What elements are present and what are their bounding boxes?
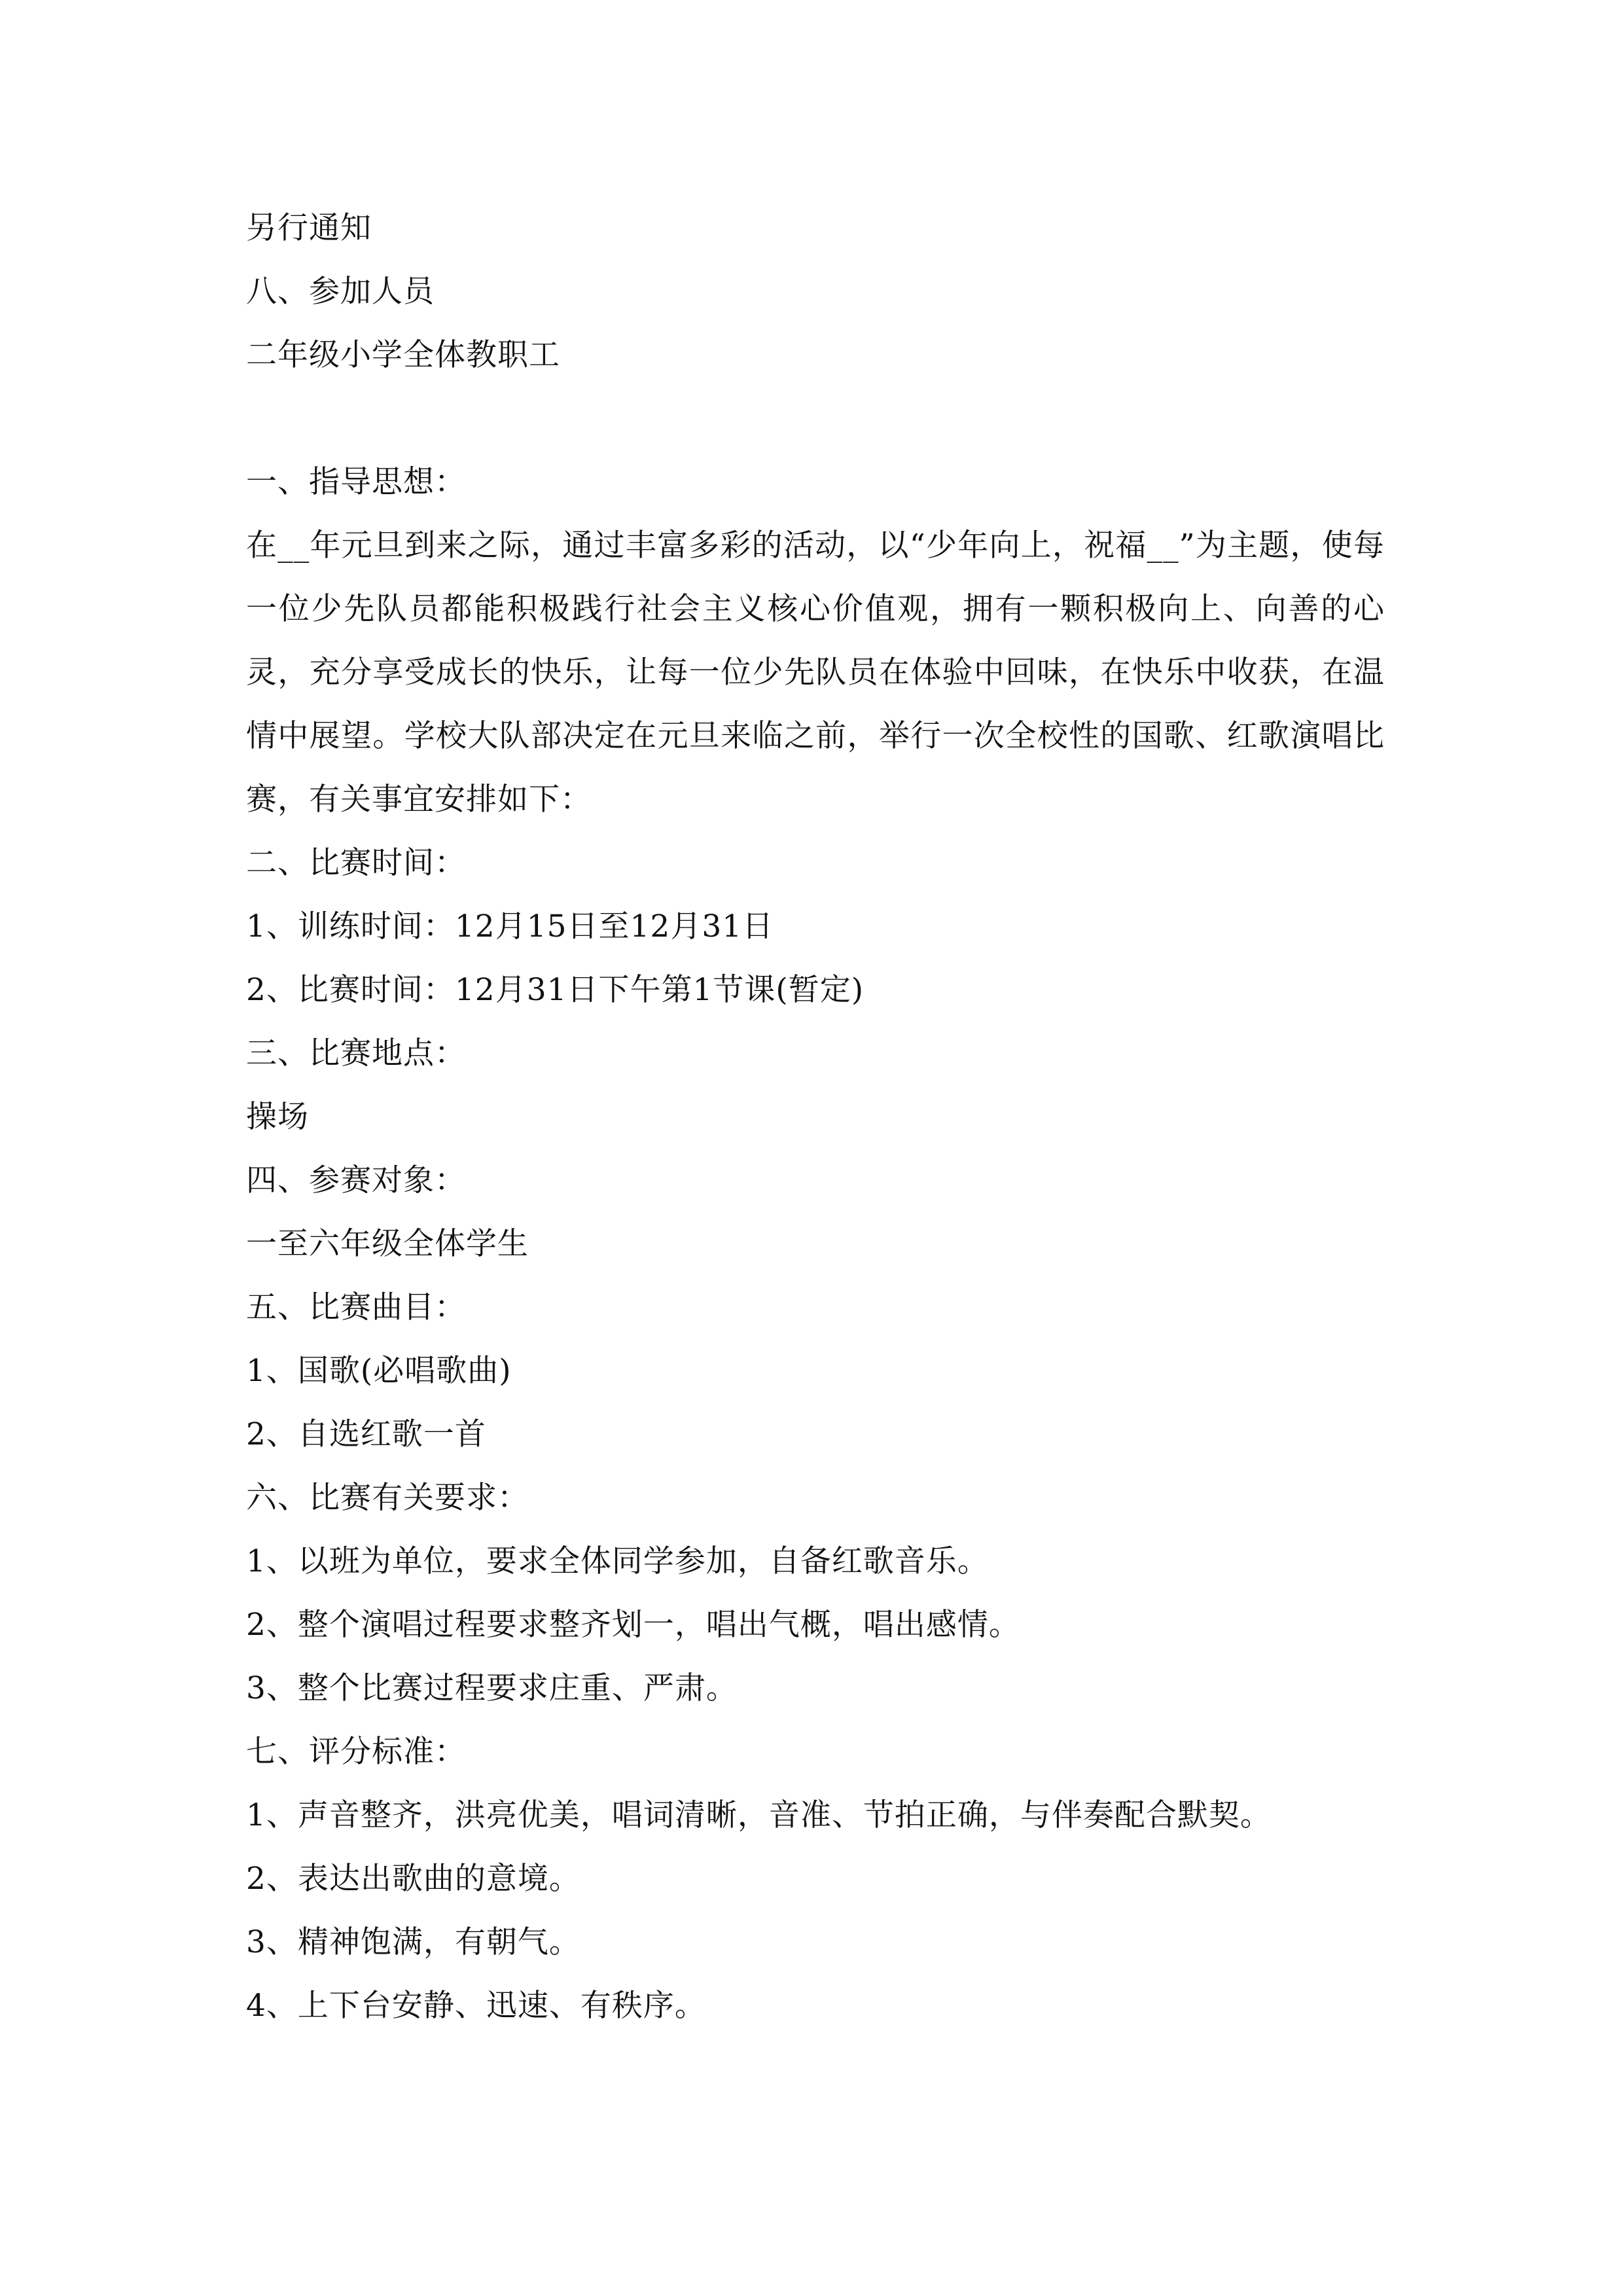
list-item: 1、声音整齐，洪亮优美，唱词清晰，音准、节拍正确，与伴奏配合默契。 — [246, 1797, 1272, 1833]
list-item: 1、训练时间：12月15日至12月31日 — [246, 908, 774, 944]
section-heading: 八、参加人员 — [246, 274, 435, 310]
section-heading: 七、评分标准： — [246, 1734, 466, 1770]
text-line: 另行通知 — [246, 210, 372, 246]
list-item: 2、整个演唱过程要求整齐划一，唱出气概，唱出感情。 — [246, 1607, 1020, 1643]
list-item: 4、上下台安静、迅速、有秩序。 — [246, 1988, 706, 2024]
section-heading: 四、参赛对象： — [246, 1162, 466, 1198]
document-body — [246, 196, 1385, 2037]
list-item: 3、精神饱满，有朝气。 — [246, 1924, 580, 1960]
list-item: 2、表达出歌曲的意境。 — [246, 1861, 580, 1897]
section-heading: 二、比赛时间： — [246, 845, 466, 881]
guiding-paragraph: 在__年元旦到来之际，通过丰富多彩的活动，以“少年向上，祝福__”为主题，使每一位少先队员都能积极践行社会主义核心价值观，拥有一颗积极向上、向善的心灵，充分享受成长的快乐，让每一位少先队员在体验中回味，在快乐中收获，在温情中展望。学校大队部决定在元旦来临之前，举行一次全校性的国歌、红歌演唱比赛，有关事宜安排如下： — [246, 528, 1385, 817]
list-item: 2、比赛时间：12月31日下午第1节课(暂定) — [246, 972, 865, 1008]
list-item: 2、自选红歌一首 — [246, 1416, 486, 1452]
list-item: 3、整个比赛过程要求庄重、严肃。 — [246, 1670, 738, 1706]
text-line: 一至六年级全体学生 — [246, 1226, 529, 1262]
section-heading: 三、比赛地点： — [246, 1035, 466, 1071]
section-heading: 一、指导思想： — [246, 464, 466, 500]
blank-line — [246, 387, 1385, 450]
section-heading: 六、比赛有关要求： — [246, 1480, 529, 1516]
list-item: 1、国歌(必唱歌曲) — [246, 1353, 512, 1389]
list-item: 1、以班为单位，要求全体同学参加，自备红歌音乐。 — [246, 1543, 989, 1579]
text-line: 二年级小学全体教职工 — [246, 337, 560, 373]
section-heading: 五、比赛曲目： — [246, 1289, 466, 1325]
text-line: 操场 — [246, 1099, 309, 1135]
